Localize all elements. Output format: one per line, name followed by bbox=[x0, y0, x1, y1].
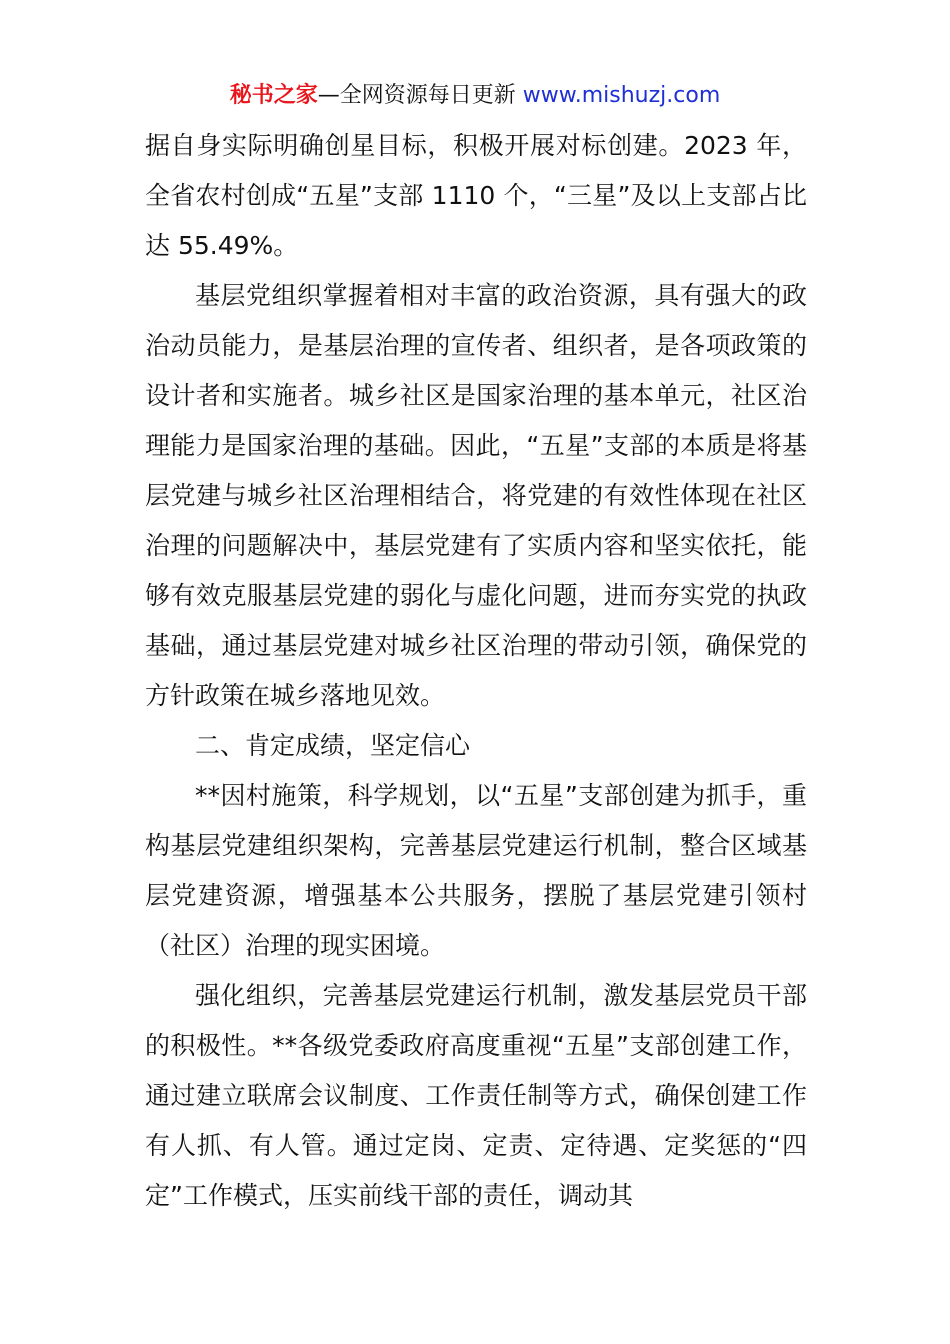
paragraph: **因村施策，科学规划，以“五星”支部创建为抓手，重构基层党建组织架构，完善基层党建运行机制，整合区域基层党建资源，增强基本公共服务，摆脱了基层党建引领村（社区）治理的现实困境。 bbox=[145, 781, 807, 960]
paragraph: 强化组织，完善基层党建运行机制，激发基层党员干部的积极性。**各级党委政府高度重视“五星”支部创建工作，通过建立联席会议制度、工作责任制等方式，确保创建工作有人抓、有人管。通过定岗、定责、定待遇、定奖惩的“四定”工作模式，压实前线干部的责任，调动其 bbox=[145, 981, 807, 1210]
brand-name: 秘书之家 bbox=[229, 83, 318, 108]
paragraph-continued: 据自身实际明确创星目标，积极开展对标创建。2023 年，全省农村创成“五星”支部 1110 个，“三星”及以上支部占比达 55.49%。 bbox=[145, 131, 807, 260]
header-tagline: —全网资源每日更新 bbox=[317, 83, 523, 108]
section-heading: 二、肯定成绩，坚定信心 bbox=[195, 731, 471, 760]
site-header bbox=[0, 80, 950, 112]
paragraph: 基层党组织掌握着相对丰富的政治资源，具有强大的政治动员能力，是基层治理的宣传者、组织者，是各项政策的设计者和实施者。城乡社区是国家治理的基本单元，社区治理能力是国家治理的基础。因此，“五星”支部的本质是将基层党建与城乡社区治理相结合，将党建的有效性体现在社区治理的问题解决中，基层党建有了实质内容和坚实依托，能够有效克服基层党建的弱化与虚化问题，进而夯实党的执政基础，通过基层党建对城乡社区治理的带动引领，确保党的方针政策在城乡落地见效。 bbox=[145, 281, 807, 710]
document-body bbox=[145, 121, 807, 1221]
site-url: www.mishuzj.com bbox=[522, 83, 721, 108]
